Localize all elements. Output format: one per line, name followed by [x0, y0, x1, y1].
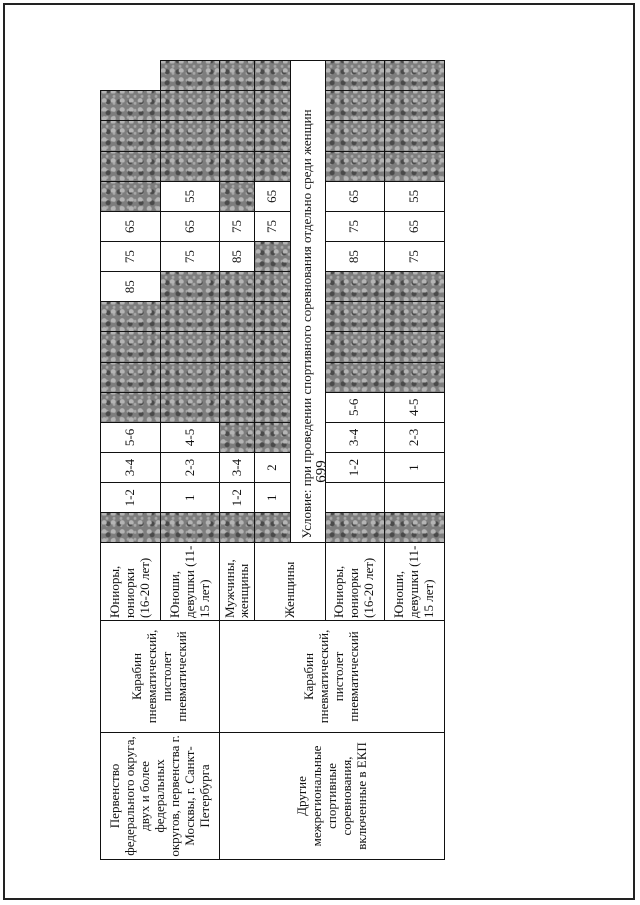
shaded-cell [160, 362, 220, 392]
shaded-cell [255, 121, 290, 151]
shaded-cell [101, 332, 161, 362]
age-group-cell: Юниоры, юниорки (16-20 лет) [101, 543, 161, 621]
place-cell: 4-5 [160, 422, 220, 452]
shaded-cell [385, 302, 445, 332]
shaded-cell [325, 61, 385, 91]
value-cell: 75 [255, 211, 290, 241]
shaded-cell [220, 392, 255, 422]
shaded-cell [101, 302, 161, 332]
shaded-cell [220, 272, 255, 302]
value-cell: 65 [385, 211, 445, 241]
place-cell [385, 483, 445, 513]
age-group-cell: Женщины [255, 543, 325, 621]
shaded-cell [325, 362, 385, 392]
value-cell: 85 [325, 242, 385, 272]
shaded-cell [160, 392, 220, 422]
value-cell: 75 [101, 242, 161, 272]
shaded-cell [325, 332, 385, 362]
place-cell: 5-6 [101, 422, 161, 452]
shaded-cell [160, 513, 220, 543]
value-cell: 65 [325, 181, 385, 211]
shaded-cell [220, 91, 255, 121]
event-name-cell: Первенство федерального округа, двух и более федеральных округов, первенства г. Москвы, г. Санкт-Петербурга [101, 732, 220, 859]
place-cell: 3-4 [325, 422, 385, 452]
shaded-cell [220, 121, 255, 151]
place-cell: 3-4 [101, 453, 161, 483]
shaded-cell [325, 121, 385, 151]
value-cell: 85 [220, 242, 255, 272]
place-cell: 1 [385, 453, 445, 483]
shaded-cell [255, 392, 290, 422]
shaded-cell [385, 91, 445, 121]
shaded-cell [255, 332, 290, 362]
place-cell: 1 [160, 483, 220, 513]
shaded-cell [385, 513, 445, 543]
place-cell: 2-3 [160, 453, 220, 483]
shaded-cell [385, 272, 445, 302]
shaded-cell [385, 121, 445, 151]
shaded-cell [101, 121, 161, 151]
standards-table-wrapper [100, 60, 445, 860]
shaded-cell [220, 151, 255, 181]
shaded-cell [220, 422, 255, 452]
standards-table [100, 60, 445, 860]
table-row [101, 61, 161, 860]
place-cell: 2-3 [385, 422, 445, 452]
shaded-cell [160, 121, 220, 151]
age-group-cell: Юноши, девушки (11-15 лет) [385, 543, 445, 621]
shaded-cell [220, 181, 255, 211]
shaded-cell [160, 332, 220, 362]
shaded-cell [220, 302, 255, 332]
shaded-cell [220, 61, 255, 91]
shaded-cell [255, 302, 290, 332]
value-cell: 75 [325, 211, 385, 241]
shaded-cell [255, 242, 290, 272]
shaded-cell [255, 422, 290, 452]
place-cell: 1-2 [220, 483, 255, 513]
page-number: 699 [313, 460, 330, 483]
shaded-cell [255, 91, 290, 121]
shaded-cell [325, 302, 385, 332]
shaded-cell [101, 362, 161, 392]
shaded-cell [101, 91, 161, 121]
shaded-cell [255, 272, 290, 302]
value-cell: 75 [220, 211, 255, 241]
shaded-cell [255, 513, 290, 543]
place-cell: 2 [255, 453, 290, 483]
shaded-cell [160, 151, 220, 181]
event-name-cell: Другие межрегиональные спортивные соревнования, включенные в ЕКП [220, 732, 445, 859]
value-cell: 75 [160, 242, 220, 272]
place-cell: 1-2 [325, 453, 385, 483]
shaded-cell [385, 61, 445, 91]
shaded-cell [385, 332, 445, 362]
place-cell: 4-5 [385, 392, 445, 422]
shaded-cell [160, 91, 220, 121]
shaded-cell [220, 513, 255, 543]
value-cell: 65 [160, 211, 220, 241]
discipline-cell: Карабин пневматический, пистолет пневматический [101, 620, 220, 732]
value-cell: 65 [101, 211, 161, 241]
value-cell: 55 [385, 181, 445, 211]
shaded-cell [255, 362, 290, 392]
shaded-cell [325, 272, 385, 302]
age-group-cell: Юниоры, юниорки (16-20 лет) [325, 543, 385, 621]
shaded-cell [101, 513, 161, 543]
place-cell [325, 483, 385, 513]
shaded-cell [220, 362, 255, 392]
shaded-cell [385, 151, 445, 181]
shaded-cell [101, 392, 161, 422]
age-group-cell: Юноши, девушки (11-15 лет) [160, 543, 220, 621]
age-group-cell: Мужчины, женщины [220, 543, 255, 621]
value-cell: 75 [385, 242, 445, 272]
shaded-cell [325, 91, 385, 121]
place-cell: 5-6 [325, 392, 385, 422]
shaded-cell [160, 302, 220, 332]
shaded-cell [220, 332, 255, 362]
place-cell: 1 [255, 483, 290, 513]
place-cell: 1-2 [101, 483, 161, 513]
shaded-cell [385, 362, 445, 392]
shaded-cell [160, 272, 220, 302]
shaded-cell [325, 513, 385, 543]
table-row [220, 61, 255, 860]
shaded-cell [101, 151, 161, 181]
value-cell: 55 [160, 181, 220, 211]
place-cell: 3-4 [220, 453, 255, 483]
value-cell: 85 [101, 272, 161, 302]
shaded-cell [255, 151, 290, 181]
value-cell: 65 [255, 181, 290, 211]
shaded-cell [255, 61, 290, 91]
discipline-cell: Карабин пневматический, пистолет пневматический [220, 620, 445, 732]
shaded-cell [160, 61, 220, 91]
shaded-cell [325, 151, 385, 181]
condition-note: Условие: при проведении спортивного соревнования отдельно среди женщин [290, 61, 325, 543]
shaded-cell [101, 181, 161, 211]
